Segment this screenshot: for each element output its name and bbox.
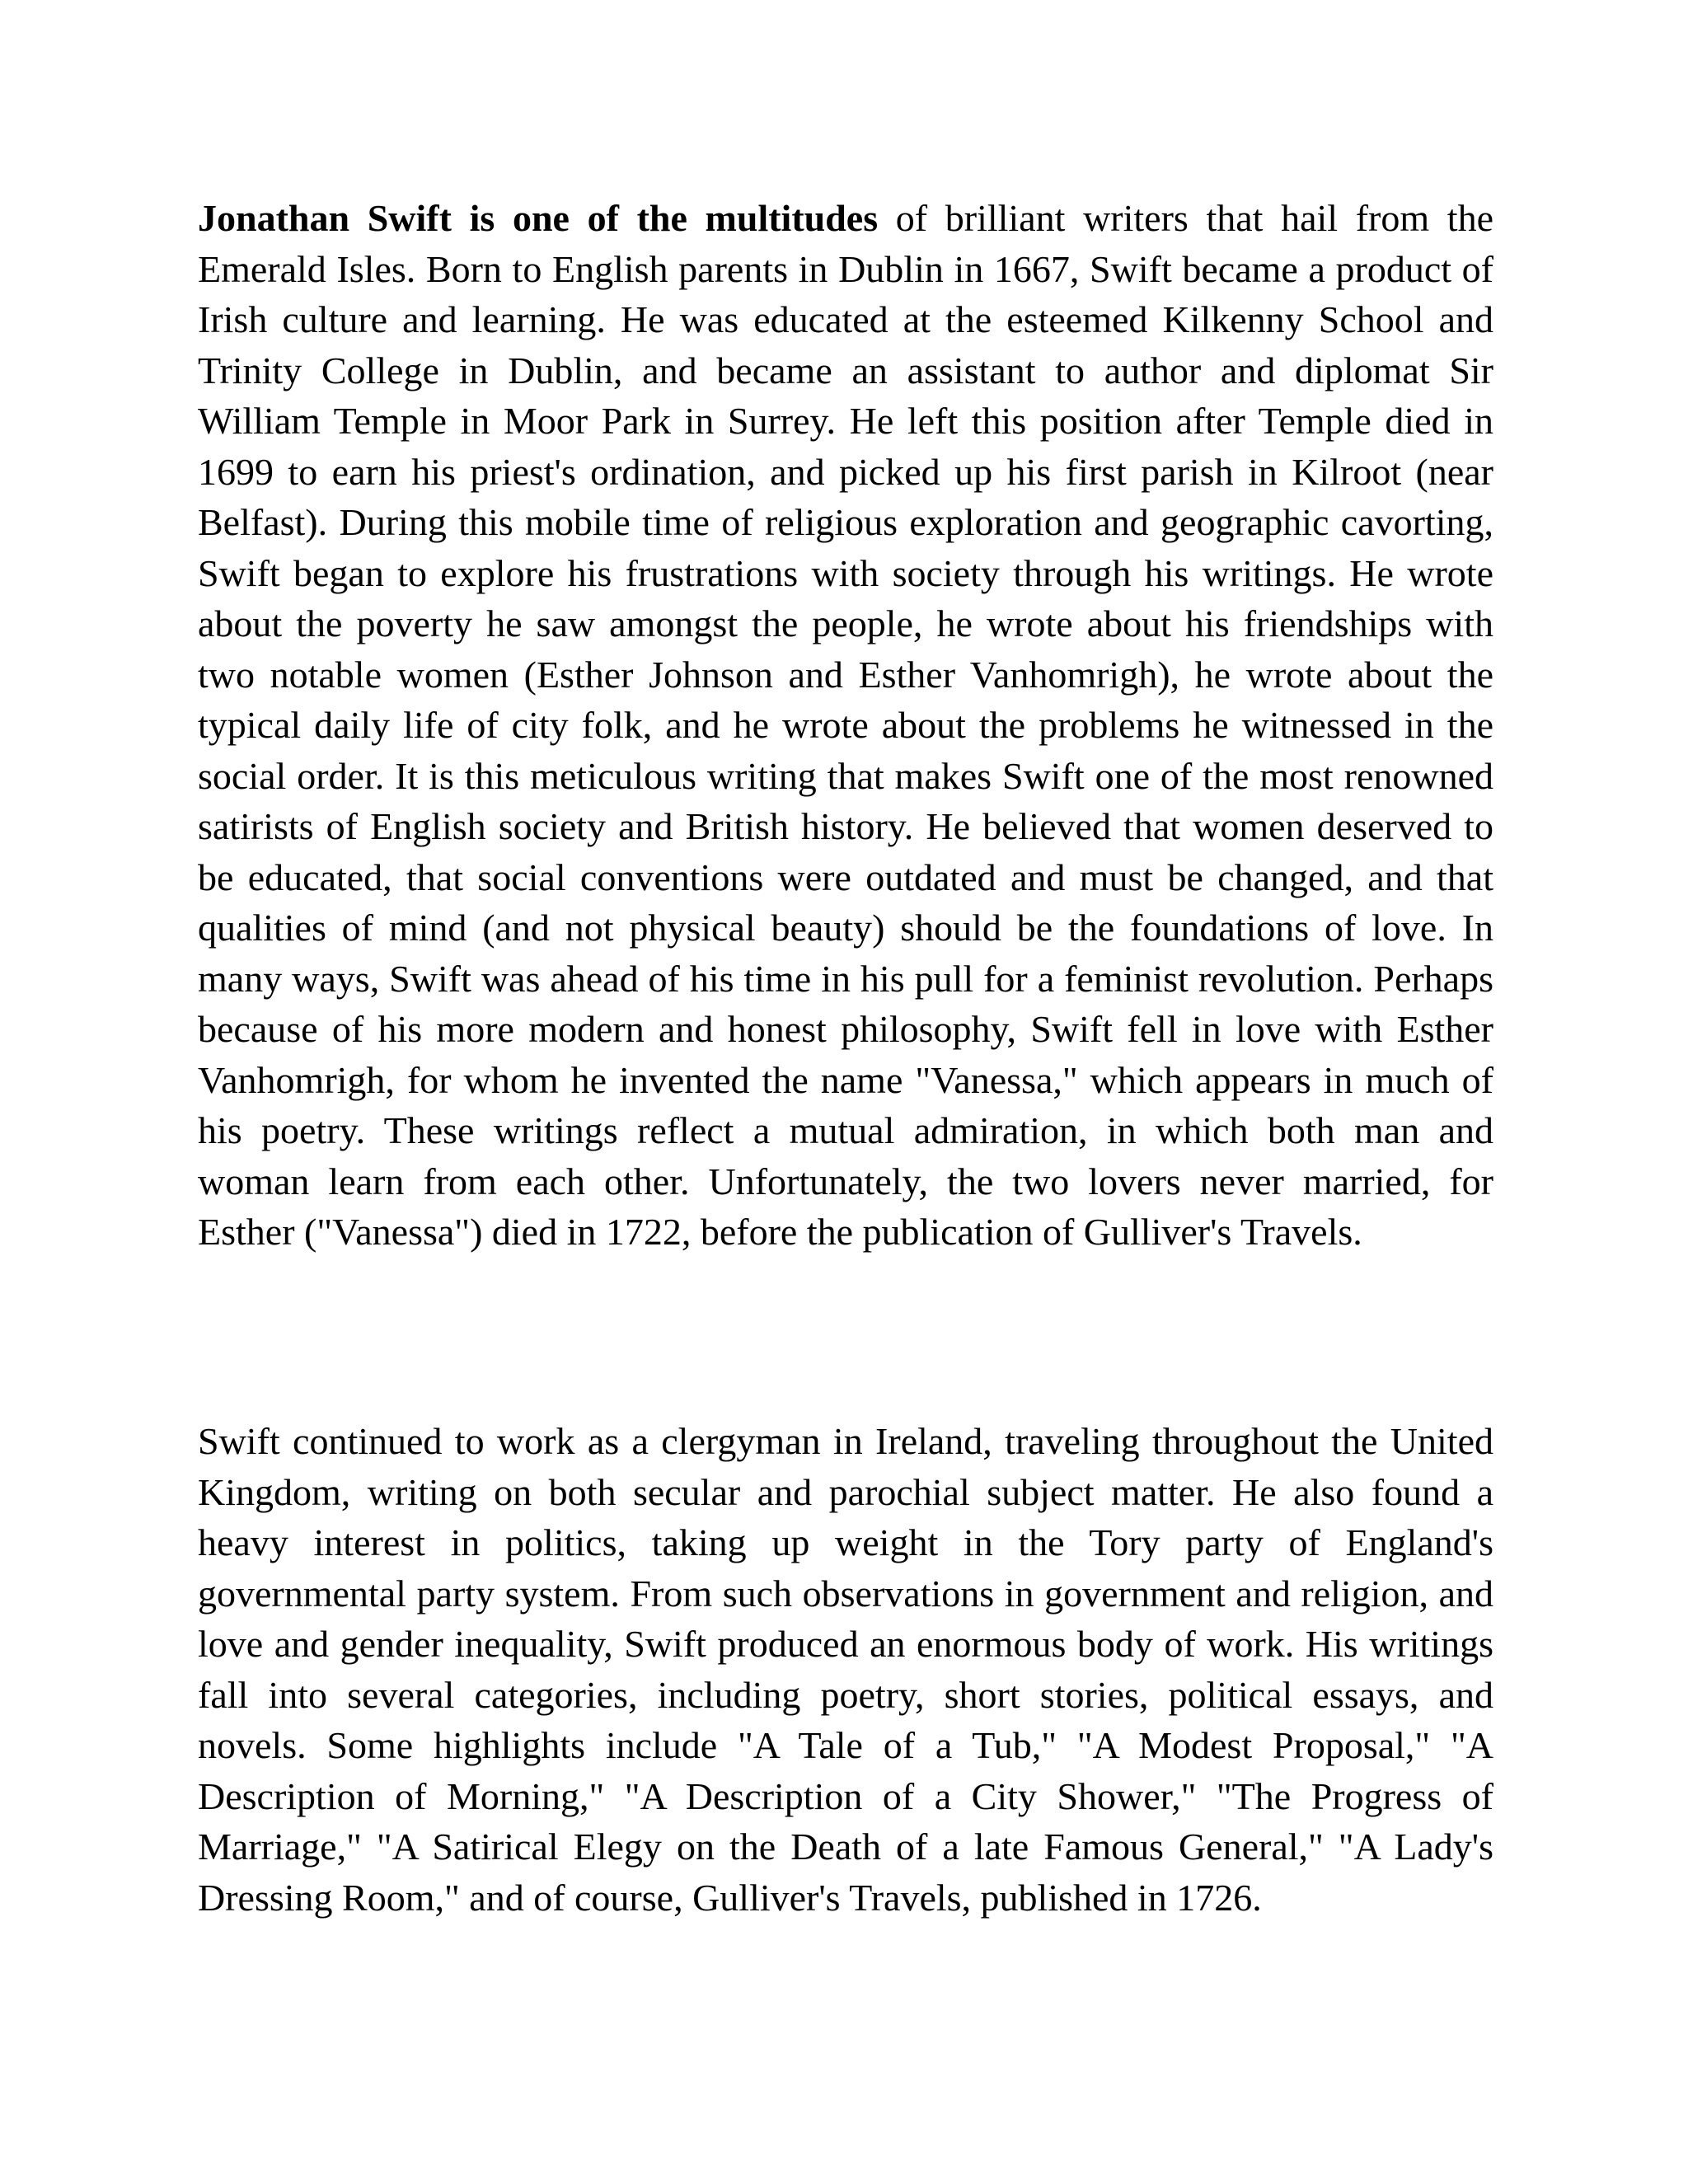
paragraph-lead-bold: Jonathan Swift is one of the multitudes xyxy=(198,197,879,239)
paragraph-body: of brilliant writers that hail from the Emerald Isles. Born to English parents in Dublin in 1667, Swift became a product of Irish culture and learning. He was educated at the esteemed Kilkenny School and Trinity College in Dublin, and became an assistant to author and diplomat Sir William Temple in Moor Park in Surrey. He left this position after Temple died in 1699 to earn his priest's ordination, and picked up his first parish in Kilroot (near Belfast). During this mobile time of religious exploration and geographic cavorting, Swift began to explore his frustrations with society through his writings. He wrote about the poverty he saw amongst the people, he wrote about his friendships with two notable women (Esther Johnson and Esther Vanhomrigh), he wrote about the typical daily life of city folk, and he wrote about the problems he witnessed in the social order. It is this meticulous writing that makes Swift one of the most renowned satirists of English society and British history. He believed that women deserved to be educated, that social conventions were outdated and must be changed, and that qualities of mind (and not physical beauty) should be the foundations of love. In many ways, Swift was ahead of his time in his pull for a feminist revolution. Perhaps because of his more modern and honest philosophy, Swift fell in love with Esther Vanhomrigh, for whom he invented the name "Vanessa," which appears in much of his poetry. These writings reflect a mutual admiration, in which both man and woman learn from each other. Unfortunately, the two lovers never married, for Esther ("Vanessa") died in 1722, before the publication of Gulliver's Travels. xyxy=(198,197,1493,1253)
paragraph-swift-biography xyxy=(198,193,1493,1258)
paragraph-body: Swift continued to work as a clergyman in Ireland, traveling throughout the United Kingdom, writing on both secular and parochial subject matter. He also found a heavy interest in politics, taking up weight in the Tory party of England's governmental party system. From such observations in government and religion, and love and gender inequality, Swift produced an enormous body of work. His writings fall into several categories, including poetry, short stories, political essays, and novels. Some highlights include "A Tale of a Tub," "A Modest Proposal," "A Description of Morning," "A Description of a City Shower," "The Progress of Marriage," "A Satirical Elegy on the Death of a late Famous General," "A Lady's Dressing Room," and of course, Gulliver's Travels, published in 1726. xyxy=(198,1420,1493,1919)
paragraph-swift-works xyxy=(198,1416,1493,1923)
